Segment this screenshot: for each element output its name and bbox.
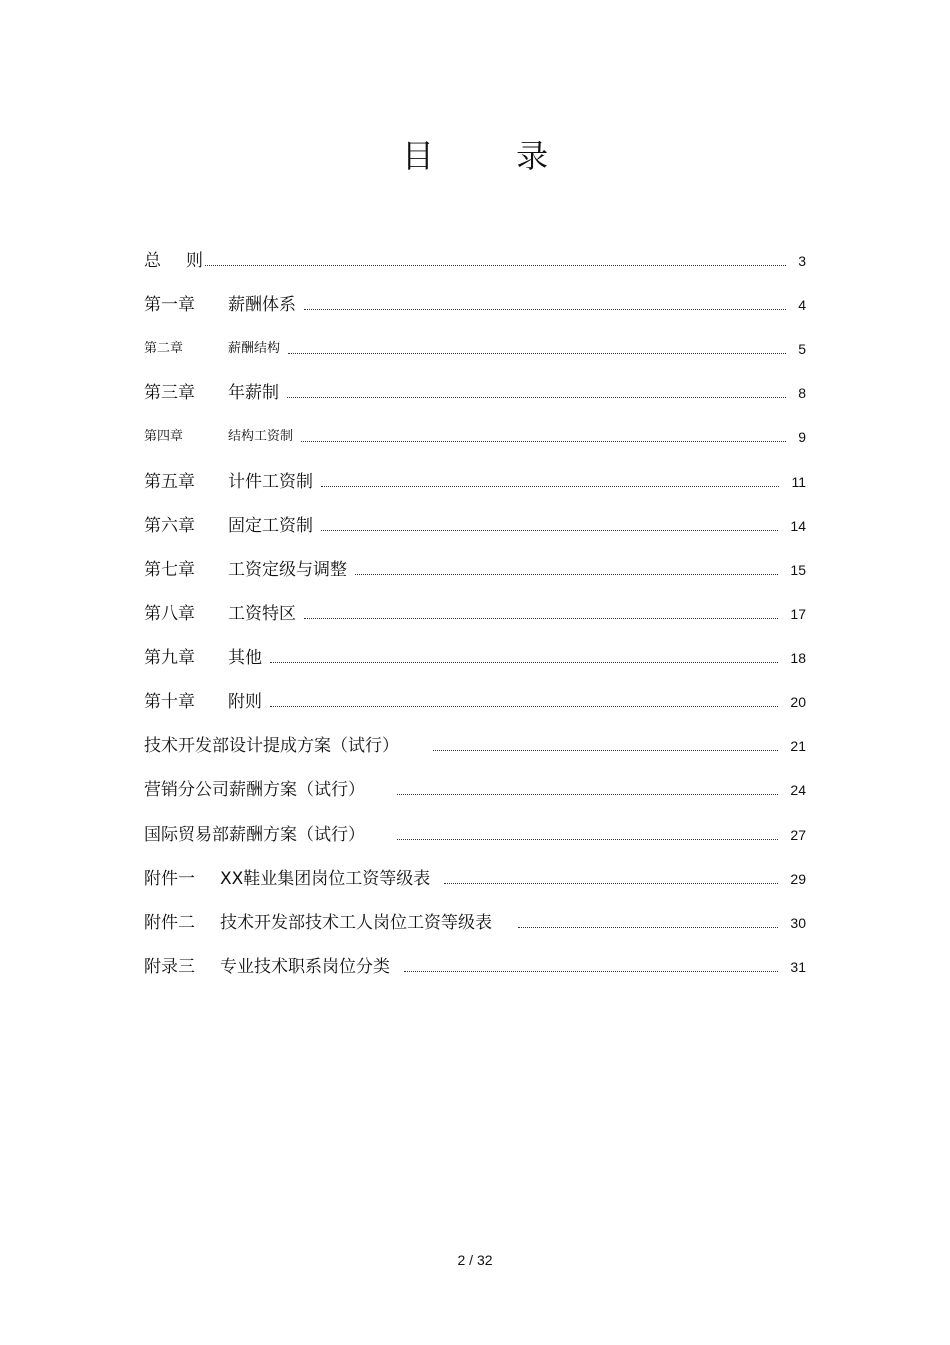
toc-entry[interactable]: [144, 733, 806, 757]
toc-entry-number: 第八章: [144, 604, 195, 624]
toc-entry-title: 工资定级与调整: [228, 560, 347, 580]
dot-leader: [304, 617, 778, 619]
toc-entry-page: 31: [790, 959, 806, 975]
toc-entry[interactable]: [144, 601, 806, 625]
toc-entry[interactable]: [144, 689, 806, 713]
toc-entry-page: 24: [790, 782, 806, 798]
toc-entry-title: 营销分公司薪酬方案（试行）: [144, 780, 365, 800]
toc-entry-title: 专业技术职系岗位分类: [220, 957, 390, 977]
toc-entry-title: 薪酬结构: [228, 341, 281, 356]
dot-leader: [205, 264, 786, 266]
toc-entry[interactable]: [144, 424, 806, 448]
toc-entry[interactable]: [144, 292, 806, 316]
toc-entry[interactable]: [144, 910, 806, 934]
toc-entry-number: 总: [144, 251, 161, 271]
toc-entry-number: 第一章: [144, 295, 195, 315]
toc-entry-number: 附录三: [144, 957, 195, 977]
dot-leader: [397, 793, 778, 795]
dot-leader: [444, 882, 778, 884]
dot-leader: [304, 308, 786, 310]
toc-entry-title: 固定工资制: [228, 516, 313, 536]
dot-leader: [404, 970, 778, 972]
toc-entry-title: 技术开发部技术工人岗位工资等级表: [220, 913, 492, 933]
dot-leader: [301, 440, 786, 442]
dot-leader: [270, 661, 778, 663]
toc-entry-number: 附件一: [144, 869, 195, 889]
toc-entry[interactable]: [144, 380, 806, 404]
dot-leader: [288, 352, 786, 354]
dot-leader: [433, 749, 778, 751]
toc-entry-page: 5: [798, 341, 806, 357]
toc-entry[interactable]: [144, 777, 806, 801]
toc-entry-page: 30: [790, 915, 806, 931]
toc-entry-number: 第六章: [144, 516, 195, 536]
toc-entry-page: 14: [790, 518, 806, 534]
toc-entry-page: 27: [790, 827, 806, 843]
toc-entry-title: 国际贸易部薪酬方案（试行）: [144, 825, 365, 845]
toc-entry[interactable]: [144, 822, 806, 846]
toc-entry-number: 第十章: [144, 692, 195, 712]
toc-entry-page: 21: [790, 738, 806, 754]
toc-entry[interactable]: [144, 248, 806, 272]
toc-entry-number: 第九章: [144, 648, 195, 668]
toc-entry[interactable]: [144, 336, 806, 360]
toc-entry[interactable]: [144, 866, 806, 890]
toc-entry-page: 15: [790, 562, 806, 578]
toc-entry-number: 第五章: [144, 472, 195, 492]
toc-entry-number: 附件二: [144, 913, 195, 933]
toc-entry-number: 第二章: [144, 341, 184, 356]
toc-entry[interactable]: [144, 469, 806, 493]
toc-entry-number: 第四章: [144, 429, 184, 444]
toc-entry-number: 第三章: [144, 383, 195, 403]
toc-entry-page: 29: [790, 871, 806, 887]
toc-entry-title: 工资特区: [228, 604, 296, 624]
dot-leader: [321, 485, 779, 487]
toc-entry-title: 附则: [228, 692, 262, 712]
dot-leader: [270, 705, 778, 707]
toc-entry-page: 17: [790, 606, 806, 622]
page-number-footer: 2 / 32: [457, 1252, 493, 1268]
dot-leader: [287, 396, 786, 398]
toc-entry-page: 8: [798, 385, 806, 401]
toc-entry-title: 结构工资制: [228, 429, 294, 444]
dot-leader: [397, 838, 778, 840]
dot-leader: [355, 573, 778, 575]
toc-entry-title: 则: [186, 251, 203, 271]
toc-entry-number: 第七章: [144, 560, 195, 580]
toc-entry[interactable]: [144, 645, 806, 669]
dot-leader: [518, 926, 778, 928]
toc-entry-title: 其他: [228, 648, 262, 668]
toc-entry-title: XX鞋业集团岗位工资等级表: [220, 869, 431, 889]
toc-entry-page: 11: [791, 474, 806, 490]
toc-entry-page: 3: [798, 253, 806, 269]
dot-leader: [321, 529, 778, 531]
toc-entry-page: 18: [790, 650, 806, 666]
toc-entry-title: 计件工资制: [228, 472, 313, 492]
toc-entry-title: 薪酬体系: [228, 295, 296, 315]
toc-entry[interactable]: [144, 513, 806, 537]
toc-entry-page: 20: [790, 694, 806, 710]
page-title: 目 录: [401, 137, 585, 175]
toc-entry-title: 技术开发部设计提成方案（试行）: [144, 736, 399, 756]
toc-entry-title: 年薪制: [228, 383, 279, 403]
toc-entry-page: 4: [798, 297, 806, 313]
toc-entry[interactable]: [144, 954, 806, 978]
toc-entry[interactable]: [144, 557, 806, 581]
toc-entry-page: 9: [798, 429, 806, 445]
